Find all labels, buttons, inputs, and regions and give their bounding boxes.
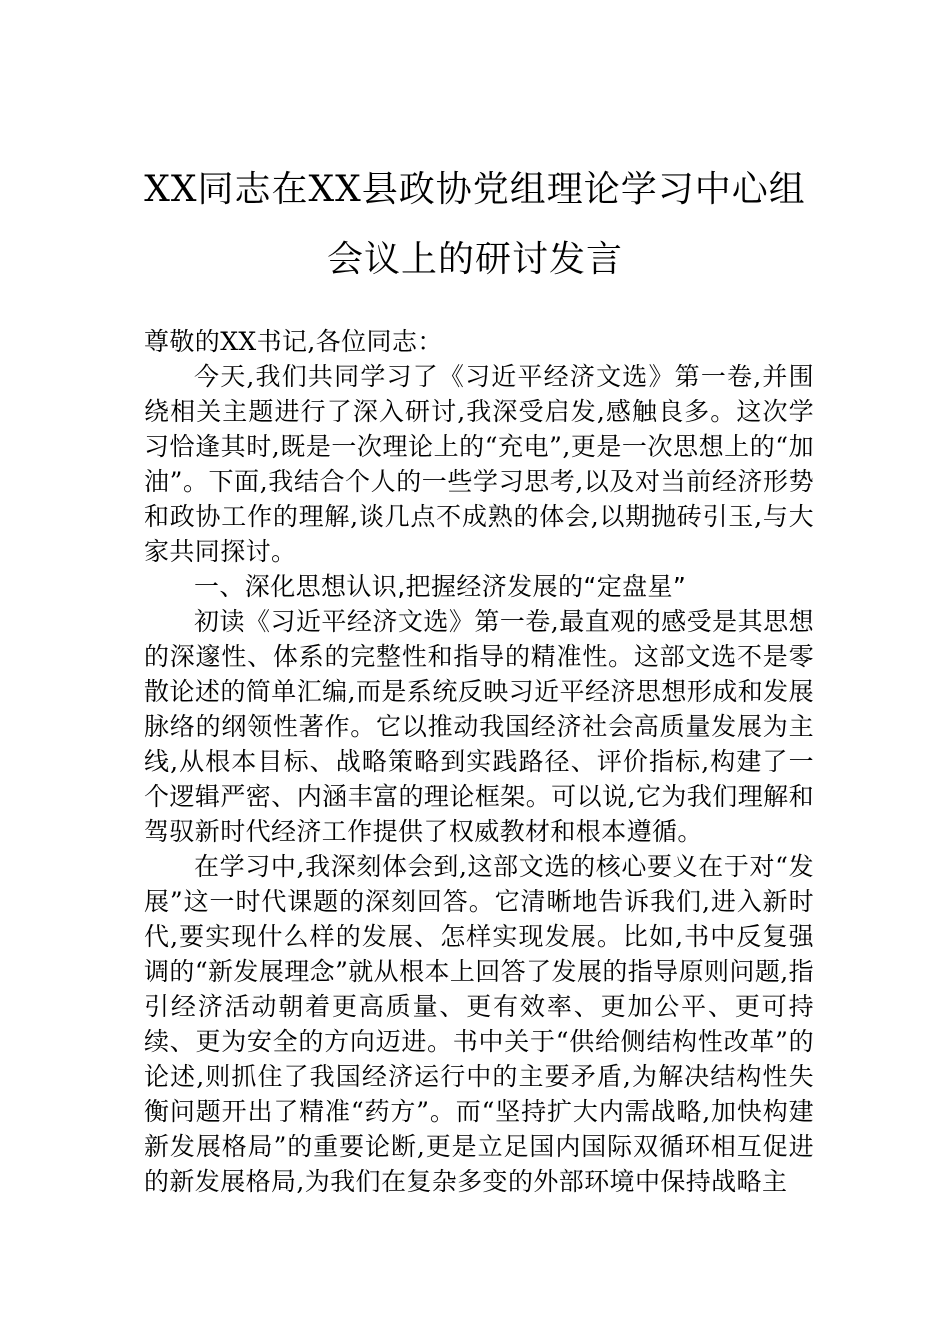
paragraph-section1-1: 初读《习近平经济文选》第一卷,最直观的感受是其思想的深邃性、体系的完整性和指导的精准性。这部文选不是零散论述的简单汇编,而是系统反映习近平经济思想形成和发展脉络的纲领性著作。它以推动我国经济社会高质量发展为主线,从根本目标、战略策略到实践路径、评价指标,构建了一个逻辑严密、内涵丰富的理论框架。可以说,它为我们理解和驾驭新时代经济工作提供了权威教材和根本遵循。 <box>144 607 814 846</box>
paragraph-intro: 今天,我们共同学习了《习近平经济文选》第一卷,并围绕相关主题进行了深入研讨,我深受启发,感触良多。这次学习恰逢其时,既是一次理论上的“充电”,更是一次思想上的“加油”。下面,我结合个人的一些学习思考,以及对当前经济形势和政协工作的理解,谈几点不成熟的体会,以期抛砖引玉,与大家共同探讨。 <box>144 362 814 566</box>
document-body <box>144 324 814 1199</box>
document-title-line-2: 会议上的研讨发言 <box>326 239 623 280</box>
document-title-line-1: XX同志在XX县政协党组理论学习中心组 <box>144 169 806 210</box>
salutation: 尊敬的XX书记,各位同志： <box>144 327 443 356</box>
paragraph-section1-2: 在学习中,我深刻体会到,这部文选的核心要义在于对“发展”这一时代课题的深刻回答。它清晰地告诉我们,进入新时代,要实现什么样的发展、怎样实现发展。比如,书中反复强调的“新发展理念”就从根本上回答了发展的指导原则问题,指引经济活动朝着更高质量、更有效率、更加公平、更可持续、更为安全的方向迈进。书中关于“供给侧结构性改革”的论述,则抓住了我国经济运行中的主要矛盾,为解决结构性失衡问题开出了精准“药方”。而“坚持扩大内需战略,加快构建新发展格局”的重要论断,更是立足国内国际双循环相互促进的新发展格局,为我们在复杂多变的外部环境中保持战略主 <box>144 852 814 1196</box>
section-heading-1: 一、深化思想认识,把握经济发展的“定盘星” <box>194 572 687 601</box>
